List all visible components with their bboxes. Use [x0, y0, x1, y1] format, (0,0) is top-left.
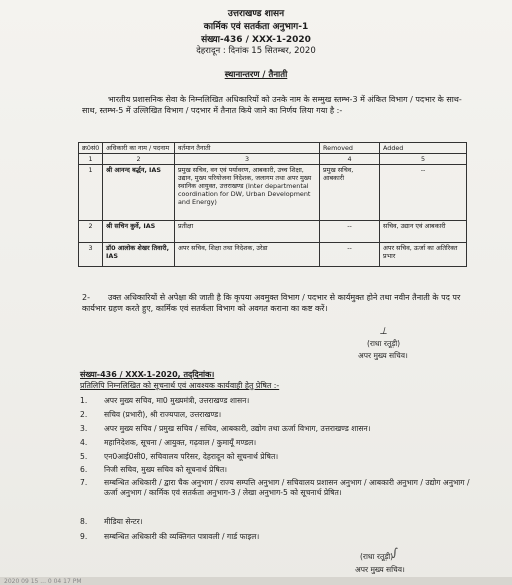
list-item — [80, 465, 480, 475]
list-number: 3. — [80, 424, 88, 433]
para2-text: उक्त अधिकारियों से अपेक्षा की जाती है कि कृपया अवमुक्त विभाग / पदभार से कार्यमुक्त होने तथा नवीन तैनाती के पद पर कार्यभार ग्रहण करते हुए, कार्मिक एवं सतर्कता विभाग को अवगत कराना का कष्ट करें। — [82, 293, 461, 313]
list-text: मीडिया सेन्टर। — [104, 517, 143, 526]
row-added: -- — [380, 165, 467, 221]
signatory-designation-2: अपर मुख्य सचिव। — [355, 565, 405, 574]
signatory-name-2: (राधा रतूड़ी) — [360, 552, 394, 561]
col-number: 3 — [175, 154, 320, 165]
row-current-posting: प्रमुख सचिव, वन एवं पर्यावरण, आबकारी, उच्च शिक्षा, उद्यान, मुख्य परियोजना निदेशक, जलागम तथा अपर मुख्य स्थानिक आयुक्त, उत्तराखण्ड (Inter departmental coordination for DW, Urban Development and Energy) — [175, 165, 320, 221]
list-number: 7. — [80, 478, 88, 487]
list-text: सम्बन्धित अधिकारी / द्वारा चैक अनुभाग / राज्य सम्पत्ति अनुभाग / सचिवालय प्रशासन अनुभाग / आबकारी अनुभाग / उद्योग अनुभाग / ऊर्जा अनुभाग / कार्मिक एवं सतर्कता अनुभाग-3 / लेखा अनुभाग-5 को सूचनार्थ प्रेषित। — [104, 478, 470, 497]
signatory-designation: अपर मुख्य सचिव। — [358, 351, 408, 360]
row-sno: 2 — [79, 221, 103, 243]
list-item — [80, 396, 480, 406]
list-item — [80, 424, 480, 434]
signatory-name: (राधा रतूड़ी) — [367, 339, 401, 348]
row-officer-name: डॉ0 आलोक शेखर तिवारी, IAS — [103, 243, 175, 267]
list-item — [80, 478, 480, 498]
row-officer-name: श्री सचिन कुर्वे, IAS — [103, 221, 175, 243]
header-current: वर्तमान तैनाती — [175, 143, 320, 154]
copy-reference: संख्या-436 / XXX-1-2020, तद्‌दिनांक। — [80, 370, 215, 379]
row-removed: -- — [320, 243, 380, 267]
column-number-row — [79, 154, 467, 165]
list-item — [80, 452, 480, 462]
list-text: महानिदेशक, सूचना / आयुक्त, गढ़वाल / कुमायूँ मण्डल। — [104, 438, 257, 447]
col-number: 2 — [103, 154, 175, 165]
list-text: अपर मुख्य सचिव / प्रमुख सचिव / सचिव, आबकारी, उद्योग तथा ऊर्जा विभाग, उत्तराखण्ड शासन। — [104, 424, 371, 433]
list-number: 4. — [80, 438, 88, 447]
col-number: 5 — [380, 154, 467, 165]
list-item — [80, 410, 480, 420]
list-number: 9. — [80, 532, 88, 541]
list-number: 1. — [80, 396, 88, 405]
scan-timestamp: 2020 09 15 ... 0 04 17 PM — [4, 578, 82, 585]
signature-mark-2: ∫ — [392, 546, 398, 559]
list-number: 8. — [80, 517, 88, 526]
header-name: अधिकारी का नाम / पदनाम — [103, 143, 175, 154]
list-text: सचिव (प्रभारी), श्री राज्यपाल, उत्तराखण्ड। — [104, 410, 222, 419]
col-number: 4 — [320, 154, 380, 165]
list-text: अपर मुख्य सचिव, मा0 मुख्यमंत्री, उत्तराखण्ड शासन। — [104, 396, 250, 405]
row-current-posting: प्रतीक्षा — [175, 221, 320, 243]
row-current-posting: अपर सचिव, शिक्षा तथा निदेशक, उरेडा — [175, 243, 320, 267]
signature-mark: ⟂ — [380, 326, 387, 337]
row-removed: -- — [320, 221, 380, 243]
table-row — [79, 243, 467, 267]
list-number: 5. — [80, 452, 88, 461]
row-sno: 1 — [79, 165, 103, 221]
copy-intro: प्रतिलिपि निम्नलिखित को सूचनार्थ एवं आवश्यक कार्यवाही हेतु प्रेषित :- — [80, 381, 280, 390]
list-item — [80, 438, 480, 448]
list-item — [80, 532, 480, 542]
header-added: Added — [380, 143, 467, 154]
header-sno: क्र0सं0 — [79, 143, 103, 154]
list-number: 2. — [80, 410, 88, 419]
list-text: निजी सचिव, मुख्य सचिव को सूचनार्थ प्रेषित। — [104, 465, 228, 474]
list-item — [80, 517, 480, 527]
header-department: कार्मिक एवं सतर्कता अनुभाग-1 — [203, 22, 309, 32]
header-government: उत्तराखण्ड शासन — [227, 9, 285, 19]
subject: स्थानान्तरण / तैनाती — [224, 70, 288, 80]
row-removed: प्रमुख सचिव, आबकारी — [320, 165, 380, 221]
header-removed: Removed — [320, 143, 380, 154]
row-sno: 3 — [79, 243, 103, 267]
header-date: देहरादून : दिनांक 15 सितम्बर, 2020 — [196, 46, 316, 56]
intro-paragraph: भारतीय प्रशासनिक सेवा के निम्नलिखित अधिकारियों को उनके नाम के सम्मुख स्तम्भ-3 में अंकित विभाग / पदभार के साथ-साथ, स्तम्भ-5 में उल्लिखित विभाग / पदभार में तैनात किये जाने का निर्णय लिया गया है :- — [82, 95, 462, 115]
list-text: सम्बन्धित अधिकारी की व्यक्तिगत पत्रावली / गार्ड फाइल। — [104, 532, 260, 541]
row-added: सचिव, उद्यान एवं आबकारी — [380, 221, 467, 243]
para2-number: 2- — [82, 293, 90, 302]
transfer-table — [78, 142, 467, 267]
table-header-row — [79, 143, 467, 154]
list-number: 6. — [80, 465, 88, 474]
row-officer-name: श्री आनन्द बर्द्धन, IAS — [103, 165, 175, 221]
list-text: एन0आई0सी0, सचिवालय परिसर, देहरादून को सूचनार्थ प्रेषित। — [104, 452, 279, 461]
table-row — [79, 165, 467, 221]
table-row — [79, 221, 467, 243]
col-number: 1 — [79, 154, 103, 165]
row-added: अपर सचिव, ऊर्जा का अतिरिक्त प्रभार — [380, 243, 467, 267]
header-reference: संख्या-436 / XXX-1-2020 — [201, 35, 311, 45]
